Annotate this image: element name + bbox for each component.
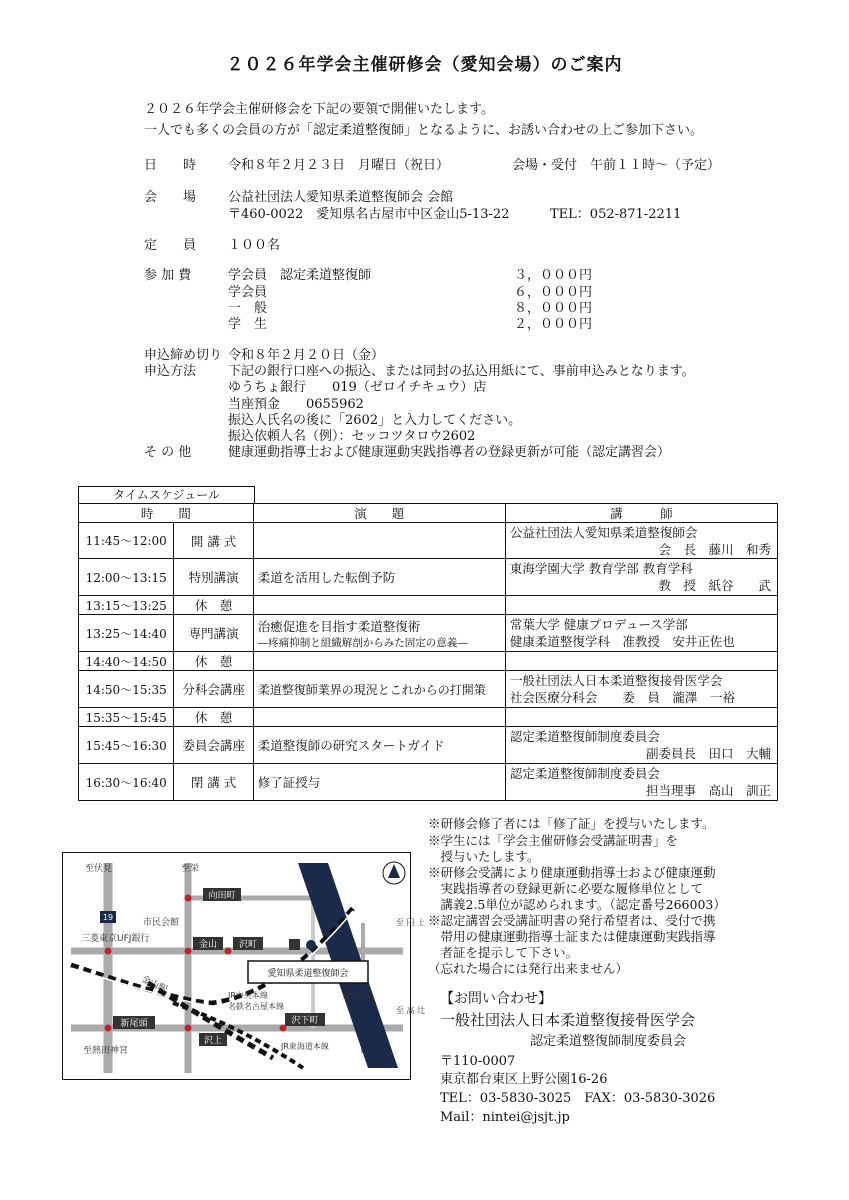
row-type: 閉 講 式 [174,764,253,801]
contact-address: 東京都台東区上野公園16-26 [440,1072,608,1087]
method-line: 当座預金 0655962 [228,397,364,412]
deadline-value: 令和８年２月２０日（金） [228,348,385,363]
venue-marker-icon [306,940,316,950]
note-line: ※研修会受講により健康運動指導士および健康運動 [428,865,716,880]
lecturer-name: 会 長 藤川 和秀 [658,541,771,557]
map-label-atsuta: 至熱田神宮 [83,1046,129,1056]
lecturer-affiliation: 一般社団法人日本柔道整復接骨医学会 [509,673,723,688]
map-label-aichi: 愛知県柔道整復師会 [267,969,349,979]
row-type: 分科会講座 [174,671,253,708]
lecturer-affiliation: 常葉大学 健康プロデュース学部 [509,617,688,632]
row-lecturer [505,523,777,559]
fee-amount: ２，０００円 [514,317,593,332]
row-time: 11:45～12:00 [79,523,174,559]
map-label-kanayamaeki: 金山駅 [139,974,169,996]
contact-mail[interactable]: Mail：nintei@jsjt.jp [440,1110,570,1125]
capacity-value: １００名 [228,238,281,253]
table-row [79,615,778,652]
lecturer-affiliation: 東海学園大学 教育学部 教育学科 [509,561,693,576]
contact-org: 一般社団法人日本柔道整復接骨医学会 [440,1011,696,1029]
date-label: 日 時 [144,158,197,173]
row-type: 休 憩 [174,652,253,671]
table-row [79,559,778,596]
table-row [79,764,778,801]
station-marker [185,1025,192,1032]
row-type: 専門講演 [174,615,253,652]
map-label-shisakae: 至栄 [181,864,200,874]
map-label-sawashimo: 沢下町 [291,1016,319,1026]
row-type: 休 憩 [174,596,253,615]
row-title: 柔道整復師の研究スタートガイド [253,727,505,764]
map-label-sawakami: 沢上 [203,1036,223,1046]
map-label-mufg: 三菱東京UFJ銀行 [81,934,150,944]
note-line: 帯用の健康運動指導士証または健康運動実践指導 [428,929,716,944]
map-label-shimaeda: 至 円 上 [396,918,426,927]
note-line: 講義2.5単位が認められます。（認定番号266003） [428,897,726,912]
map-label-mukaida: 向田町 [208,891,236,901]
row-type: 委員会講座 [174,727,253,764]
title-main: 治癒促進を目指す柔道整復術 [257,618,421,634]
venue-tel: TEL：052-871-2211 [550,207,682,222]
other-value: 健康運動指導士および健康運動実践指導者の登録更新が可能（認定講習会） [228,445,671,460]
map-label-jrchuo: JR中央本線 [228,991,268,1000]
lecturer-name: 担当理事 高山 訓正 [645,783,771,798]
page-title: ２０２６年学会主催研修会（愛知会場）のご案内 [226,55,623,75]
fee-category: 一 般 [228,301,268,316]
row-lecturer [505,615,777,652]
fee-amount: ６，０００円 [514,285,593,300]
row-type: 特別講演 [174,559,253,596]
row-time: 13:15～13:25 [79,596,174,615]
venue-name: 公益社団法人愛知県柔道整復師会 会館 [228,190,454,205]
note-line: ※研修会修了者には「修了証」を授与いたします。 [428,816,715,831]
lecturer-name: 教 授 紙谷 武 [658,578,771,593]
schedule-header-row [79,504,778,523]
method-line: 振込依頼人名（例）：セッコツタロウ2602 [228,429,476,444]
row-title [253,523,505,559]
table-row [79,671,778,708]
map-label-shinhorikawa: 新堀川 [343,991,371,1001]
row-type: 開 講 式 [174,523,253,559]
capacity-label: 定 員 [144,238,197,253]
railway [71,911,353,1006]
station-marker [225,948,232,955]
map-label-shiminkaikan: 市民会館 [143,918,180,928]
header-lecturer: 講 師 [505,504,777,523]
note-line: ※認定講習会受講証明書の発行希望者は、受付で携 [428,913,716,928]
row-time: 15:35～15:45 [79,708,174,727]
table-row [79,727,778,764]
note-line: 者証を提示して下さい。 [428,945,579,960]
table-row-break [79,652,778,671]
row-type: 休 憩 [174,708,253,727]
row-title: 柔道整復師業界の現況とこれからの打開策 [253,671,505,708]
contact-postal: 〒110-0007 [440,1054,516,1069]
row-title: 修了証授与 [253,764,505,801]
row-time: 14:50～15:35 [79,671,174,708]
method-line: ゆうちょ銀行 019（ゼロイチキュウ）店 [228,380,487,395]
map-label-takakura: 至 高 辻 [396,1006,426,1015]
contact-heading: 【お問い合わせ】 [440,991,552,1007]
map-label-route: 19 [102,913,114,922]
date-value: 令和８年２月２３日 月曜日（祝日） [228,158,450,173]
fee-amount: ８，０００円 [514,301,593,316]
table-row-break [79,596,778,615]
lecturer-affiliation: 認定柔道整復師制度委員会 [509,766,660,781]
venue-address: 〒460-0022 愛知県名古屋市中区金山5-13-22 [228,207,510,222]
map-label-meitetsu: 名鉄名古屋本線 [228,1002,284,1011]
map-label-shinotahashi: 新尾頭 [120,1019,148,1029]
method-label: 申込方法 [144,364,197,379]
schedule-table [78,503,778,801]
other-label: そ の 他 [144,445,192,460]
contact-committee: 認定柔道整復師制度委員会 [530,1034,687,1049]
row-time: 13:25～14:40 [79,615,174,652]
lecturer-name: 副委員長 田口 大輔 [645,746,771,761]
venue-label: 会 場 [144,190,197,205]
header-time: 時 間 [79,504,254,523]
map-label-shifukumi: 至伏見 [85,864,113,874]
lecturer-affiliation: 公益社団法人愛知県柔道整復師会 [509,524,698,540]
row-lecturer [505,727,777,764]
map-label-shoucho: 沢町 [238,940,258,950]
row-lecturer [505,764,777,801]
row-title: 柔道を活用した転倒予防 [253,559,505,596]
station-marker [280,1025,287,1032]
contact-phone: TEL：03-5830-3025 FAX：03-5830-3026 [440,1091,716,1106]
note-line: ※学生には「学会主催研修会受講証明書」を [428,833,679,848]
fee-category: 学会員 認定柔道整復師 [228,268,372,283]
station-marker [105,948,112,955]
lecturer-name: 健康柔道整復学科 准教授 安井正佐也 [509,634,735,649]
reception-time: 会場・受付 午前１１時～（予定） [512,158,721,173]
fee-category: 学 生 [228,317,268,332]
row-lecturer [505,559,777,596]
venue-map [62,852,426,1080]
map-svg [63,853,426,1079]
station-marker [185,948,192,955]
intro-line-1: ２０２６年学会主催研修会を下記の要領で開催いたします。 [144,102,494,117]
fee-amount: ３，０００円 [514,268,593,283]
row-time: 16:30～16:40 [79,764,174,801]
lecturer-affiliation: 認定柔道整復師制度委員会 [509,729,660,744]
fee-category: 学会員 [228,285,268,300]
intro-line-2: 一人でも多くの会員の方が「認定柔道整復師」となるように、お誘い合わせの上ご参加下さい。 [144,123,704,138]
title-sub: ―疼痛抑制と組織解剖からみた固定の意義― [257,636,468,649]
row-time: 14:40～14:50 [79,652,174,671]
fee-label: 参 加 費 [144,268,192,283]
row-title [253,615,505,652]
method-line: 下記の銀行口座への振込、または同封の払込用紙にて、事前申込みとなります。 [228,364,695,379]
map-label-kanayama: 金山 [198,940,218,950]
row-time: 12:00～13:15 [79,559,174,596]
parking-icon [289,939,300,950]
row-lecturer [505,671,777,708]
lecturer-name: 社会医療分科会 委 員 瀧澤 一裕 [509,690,735,705]
note-line: （忘れた場合には発行出来ません） [428,961,629,976]
note-line: 授与いたします。 [428,849,540,864]
note-line: 実践指導者の登録更新に必要な履修単位として [428,881,704,896]
table-row-break [79,708,778,727]
header-title: 演 題 [253,504,505,523]
table-row [79,523,778,559]
schedule-caption: タイムスケジュール [78,486,255,504]
station-marker [105,1025,112,1032]
deadline-label: 申込締め切り [144,348,223,363]
station-marker [185,895,192,902]
method-line: 振込人氏名の後に「2602」と入力してください。 [228,413,522,428]
map-label-jrtokaido: JR東海道本線 [281,1042,329,1051]
row-time: 15:45～16:30 [79,727,174,764]
